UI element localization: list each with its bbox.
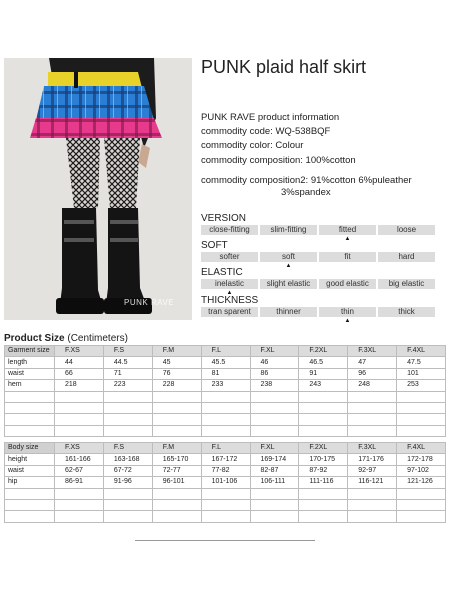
table-cell: 46.5 (299, 357, 348, 368)
table-cell (250, 499, 299, 510)
scale-option: soft (260, 252, 317, 262)
table-cell: 96-101 (152, 477, 201, 488)
table-row (5, 454, 446, 465)
table-header-cell: Body size (5, 443, 55, 454)
table-cell (55, 402, 104, 413)
table-cell (250, 425, 299, 436)
table-cell (397, 425, 446, 436)
selected-marker-icon: ▲ (344, 236, 351, 242)
table-header-cell: F.2XL (299, 443, 348, 454)
size-chart-title: Product Size (Centimeters) (4, 333, 128, 344)
table-cell: 161-166 (55, 454, 104, 465)
table-row (5, 425, 446, 436)
table-cell (201, 488, 250, 499)
table-cell: 169-174 (250, 454, 299, 465)
table-cell: 82-87 (250, 465, 299, 476)
scale-option: good elastic (319, 279, 376, 289)
table-cell (103, 511, 152, 522)
scale-option: slim-fitting (260, 225, 317, 235)
table-row (5, 477, 446, 488)
scale-row-soft (201, 252, 435, 262)
table-row (5, 511, 446, 522)
table-cell: 47 (348, 357, 397, 368)
selected-marker-icon: ▲ (226, 290, 233, 296)
table-cell: 167-172 (201, 454, 250, 465)
scale-row-thickness (201, 307, 435, 317)
table-cell: hem (5, 380, 55, 391)
table-cell (103, 425, 152, 436)
table-cell (397, 414, 446, 425)
table-cell (55, 414, 104, 425)
table-cell (5, 391, 55, 402)
table-header-cell: F.S (103, 346, 152, 357)
table-cell (348, 511, 397, 522)
watermark: PUNK RAVE (124, 298, 175, 307)
body-size-table (4, 442, 446, 523)
table-cell (55, 511, 104, 522)
table-cell: 248 (348, 380, 397, 391)
table-cell: 72-77 (152, 465, 201, 476)
table-cell (299, 391, 348, 402)
table-cell: 67-72 (103, 465, 152, 476)
table-header-cell: F.3XL (348, 443, 397, 454)
table-cell (299, 488, 348, 499)
table-cell: 91-96 (103, 477, 152, 488)
table-row (5, 488, 446, 499)
table-cell: 44.5 (103, 357, 152, 368)
table-cell: 101-106 (201, 477, 250, 488)
table-cell (250, 391, 299, 402)
info-code: commodity code: WQ-538BQF (201, 126, 331, 138)
scale-option: big elastic (378, 279, 435, 289)
info-composition2: commodity composition2: 91%cotton 6%puleather (201, 174, 412, 186)
info-color: commodity color: Colour (201, 140, 304, 152)
table-cell (397, 499, 446, 510)
table-row (5, 391, 446, 402)
product-info (201, 111, 446, 200)
table-cell: 238 (250, 380, 299, 391)
scale-option: hard (378, 252, 435, 262)
table-cell: 86-91 (55, 477, 104, 488)
table-cell: 116-121 (348, 477, 397, 488)
table-cell: 171-176 (348, 454, 397, 465)
table-header-cell: F.L (201, 443, 250, 454)
table-cell (250, 511, 299, 522)
scale-option: close-fitting (201, 225, 258, 235)
scale-option: fit (319, 252, 376, 262)
info-heading: PUNK RAVE product information (201, 112, 340, 123)
table-cell (152, 414, 201, 425)
table-row (5, 357, 446, 368)
scale-row-elastic (201, 279, 435, 289)
scale-option: softer (201, 252, 258, 262)
table-cell: 81 (201, 368, 250, 379)
table-header-cell: F.M (152, 346, 201, 357)
table-cell (103, 488, 152, 499)
table-cell (201, 402, 250, 413)
table-cell (152, 425, 201, 436)
scale-option: thick (378, 307, 435, 317)
table-cell: 101 (397, 368, 446, 379)
table-header-cell: F.M (152, 443, 201, 454)
scale-label-version: VERSION (201, 213, 247, 224)
table-cell (299, 425, 348, 436)
table-cell: 47.5 (397, 357, 446, 368)
scale-option: fitted (319, 225, 376, 235)
table-header-cell: F.XL (250, 346, 299, 357)
table-header-cell: F.4XL (397, 346, 446, 357)
info-composition: commodity composition: 100%cotton (201, 154, 356, 166)
table-header-cell: F.XS (55, 346, 104, 357)
table-cell: 218 (55, 380, 104, 391)
table-header-cell: F.L (201, 346, 250, 357)
table-cell (5, 414, 55, 425)
scale-label-elastic: ELASTIC (201, 267, 243, 278)
table-cell (299, 414, 348, 425)
scale-option: loose (378, 225, 435, 235)
table-cell: 45 (152, 357, 201, 368)
table-cell: 92-97 (348, 465, 397, 476)
table-cell (201, 511, 250, 522)
table-row (5, 465, 446, 476)
table-cell (348, 391, 397, 402)
scale-label-thickness: THICKNESS (201, 295, 259, 306)
table-cell (348, 414, 397, 425)
divider (135, 540, 315, 541)
table-cell (152, 391, 201, 402)
table-cell (348, 488, 397, 499)
table-cell: 66 (55, 368, 104, 379)
table-cell (55, 425, 104, 436)
table-cell (201, 414, 250, 425)
table-cell (5, 425, 55, 436)
table-cell: 243 (299, 380, 348, 391)
table-cell: 233 (201, 380, 250, 391)
table-cell (152, 499, 201, 510)
scale-option: thin (319, 307, 376, 317)
table-cell: 87-92 (299, 465, 348, 476)
table-header-row (5, 346, 446, 357)
table-cell (348, 402, 397, 413)
table-cell: 91 (299, 368, 348, 379)
table-cell: 106-111 (250, 477, 299, 488)
selected-marker-icon: ▲ (344, 318, 351, 324)
table-cell (348, 425, 397, 436)
table-cell (152, 402, 201, 413)
scale-option: tran sparent (201, 307, 258, 317)
table-cell (250, 414, 299, 425)
table-cell: 111-116 (299, 477, 348, 488)
table-header-cell: F.4XL (397, 443, 446, 454)
table-cell: 163-168 (103, 454, 152, 465)
table-header-cell: F.XL (250, 443, 299, 454)
table-cell (152, 488, 201, 499)
table-cell: hip (5, 477, 55, 488)
scale-option: thinner (260, 307, 317, 317)
table-cell (201, 425, 250, 436)
table-cell: 71 (103, 368, 152, 379)
table-cell (55, 488, 104, 499)
table-cell: 77-82 (201, 465, 250, 476)
table-cell: 86 (250, 368, 299, 379)
table-header-cell: F.XS (55, 443, 104, 454)
info-composition2-cont: 3%spandex (281, 187, 331, 199)
product-title: PUNK plaid half skirt (201, 57, 367, 77)
product-photo (4, 58, 192, 320)
scale-option: slight elastic (260, 279, 317, 289)
table-cell (103, 499, 152, 510)
table-cell (55, 391, 104, 402)
table-cell: 228 (152, 380, 201, 391)
table-cell: 46 (250, 357, 299, 368)
table-cell: 165-170 (152, 454, 201, 465)
table-header-cell: F.S (103, 443, 152, 454)
table-cell (55, 499, 104, 510)
table-cell: 253 (397, 380, 446, 391)
table-row (5, 380, 446, 391)
table-cell (348, 499, 397, 510)
selected-marker-icon: ▲ (285, 263, 292, 269)
table-cell (103, 391, 152, 402)
table-cell (299, 402, 348, 413)
table-cell: 62-67 (55, 465, 104, 476)
table-cell: 76 (152, 368, 201, 379)
table-header-cell: F.3XL (348, 346, 397, 357)
table-row (5, 414, 446, 425)
table-cell: 172-178 (397, 454, 446, 465)
table-cell: 170-175 (299, 454, 348, 465)
table-header-cell: F.2XL (299, 346, 348, 357)
table-cell (201, 499, 250, 510)
table-cell: 121-126 (397, 477, 446, 488)
table-cell (250, 488, 299, 499)
table-header-row (5, 443, 446, 454)
table-cell (103, 402, 152, 413)
garment-size-table (4, 345, 446, 437)
table-cell: length (5, 357, 55, 368)
table-cell: height (5, 454, 55, 465)
table-cell: 223 (103, 380, 152, 391)
table-cell (5, 511, 55, 522)
table-row (5, 402, 446, 413)
table-cell (201, 391, 250, 402)
table-cell (152, 511, 201, 522)
scale-option: inelastic (201, 279, 258, 289)
table-cell: 44 (55, 357, 104, 368)
table-cell (103, 414, 152, 425)
scale-row-version (201, 225, 435, 235)
table-row (5, 368, 446, 379)
table-cell (5, 499, 55, 510)
table-cell: 97-102 (397, 465, 446, 476)
table-cell (5, 488, 55, 499)
table-row (5, 499, 446, 510)
table-cell: 96 (348, 368, 397, 379)
table-cell (397, 488, 446, 499)
table-cell (250, 402, 299, 413)
table-header-cell: Garment size (5, 346, 55, 357)
table-cell (397, 391, 446, 402)
table-cell (5, 402, 55, 413)
table-cell (397, 511, 446, 522)
table-cell (299, 499, 348, 510)
table-cell (299, 511, 348, 522)
table-cell: waist (5, 465, 55, 476)
table-cell: 45.5 (201, 357, 250, 368)
table-cell (397, 402, 446, 413)
scale-label-soft: SOFT (201, 240, 228, 251)
table-cell: waist (5, 368, 55, 379)
